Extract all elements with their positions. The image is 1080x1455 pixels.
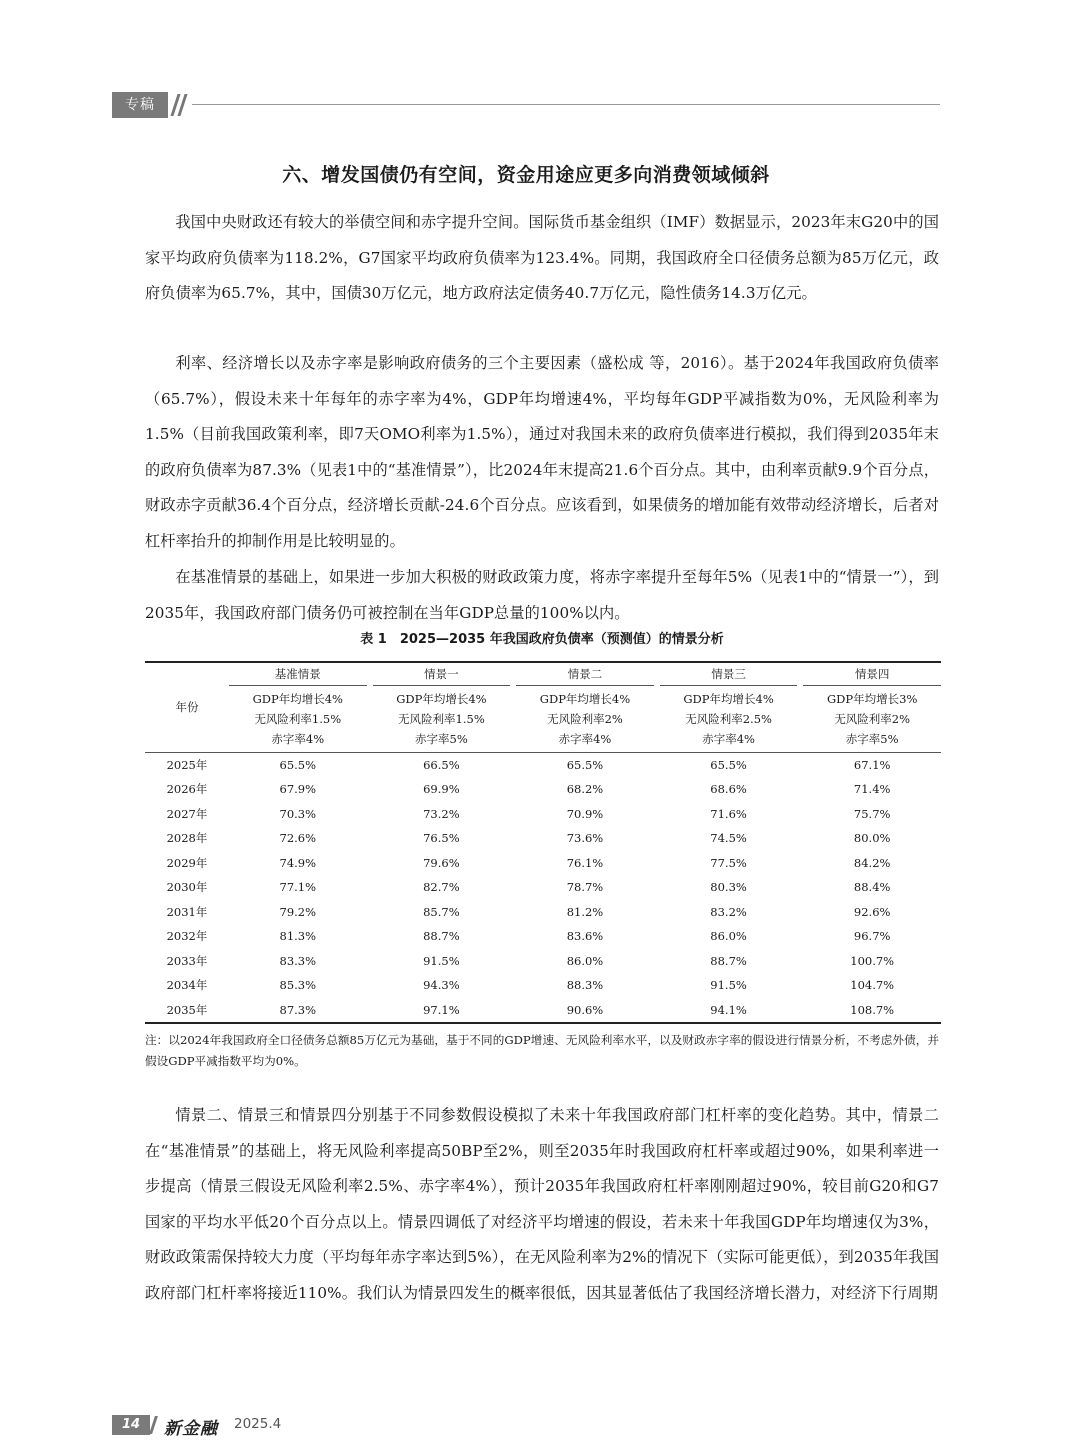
value-cell: 88.3% (566, 978, 604, 993)
table-row (145, 973, 941, 998)
debt-ratio-table (145, 661, 941, 1024)
value-cell: 74.9% (279, 855, 317, 870)
year-column-header: 年份 (145, 662, 229, 752)
table-row (145, 851, 941, 876)
footer-slash-decoration (149, 1416, 158, 1434)
page-number: 14 (112, 1415, 150, 1435)
year-cell: 2033年 (166, 953, 208, 968)
year-cell: 2031年 (166, 904, 208, 919)
scenario-header: 情景三 (660, 662, 798, 685)
value-cell: 85.3% (279, 978, 317, 993)
magazine-name: 新金融 (164, 1419, 218, 1439)
year-cell: 2026年 (166, 782, 208, 797)
value-cell: 80.3% (710, 880, 747, 895)
body-paragraph: 我国中央财政还有较大的举债空间和赤字提升空间。国际货币基金组织（IMF）数据显示，2023年末G20中的国家平均政府负债率为118.2%，G7国家平均政府负债率为123.4%。同期，我国政府全口径债务总额为85万亿元，政府负债率为65.7%，其中，国债30万亿元，地方政府法定债务40.7万亿元，隐性债务14.3万亿元。 (145, 213, 939, 302)
section-tag: 专稿 (112, 92, 168, 118)
table-row (145, 826, 941, 851)
scenario-header: 情景二 (516, 662, 654, 685)
value-cell: 79.2% (279, 904, 317, 919)
body-paragraph: 情景二、情景三和情景四分别基于不同参数假设模拟了未来十年我国政府部门杠杆率的变化趋势。其中，情景二在“基准情景”的基础上，将无风险利率提高50BP至2%，则至2035年时我国政府杠杆率或超过90%，如果利率进一步提高（情景三假设无风险利率2.5%、赤字率4%），预计2035年我国政府杠杆率刚刚超过90%，较目前G20和G7国家的平均水平低20个百分点以上。情景四调低了对经济平均增速的假设，若未来十年我国GDP年均增速仅为3%，财政政策需保持较大力度（平均每年赤字率达到5%），在无风险利率为2%的情况下（实际可能更低），到2035年我国政府部门杠杆率将接近110%。我们认为情景四发生的概率很低，因其显著低估了我国经济增长潜力，对经济下行周期 (145, 1106, 939, 1302)
value-cell: 76.1% (566, 855, 604, 870)
header-slash-decoration (170, 92, 192, 118)
value-cell: 88.7% (710, 953, 747, 968)
table-note: 注：以2024年我国政府全口径债务总额85万亿元为基础，基于不同的GDP增速、无风险利率水平，以及财政赤字率的假设进行情景分析，不考虑外债，并假设GDP平减指数平均为0%。 (145, 1033, 939, 1068)
table-row (145, 777, 941, 802)
header-rule (192, 104, 940, 105)
table-row (145, 802, 941, 827)
value-cell: 65.5% (279, 757, 317, 772)
value-cell: 71.6% (710, 806, 747, 821)
scenario-header: 情景四 (803, 662, 941, 685)
value-cell: 83.3% (279, 953, 317, 968)
value-cell: 68.2% (566, 782, 604, 797)
value-cell: 74.5% (710, 831, 747, 846)
scenario-params: GDP年均增长4% 无风险利率2.5% 赤字率4% (660, 685, 798, 752)
year-cell: 2032年 (166, 929, 208, 944)
value-cell: 91.5% (423, 953, 460, 968)
table-header-row (145, 662, 941, 685)
table-row (145, 900, 941, 925)
year-cell: 2035年 (145, 998, 229, 1024)
value-cell: 73.2% (423, 806, 460, 821)
value-cell: 66.5% (423, 757, 460, 772)
body-paragraph: 利率、经济增长以及赤字率是影响政府债务的三个主要因素（盛松成 等，2016）。基于2024年我国政府负债率（65.7%），假设未来十年每年的赤字率为4%，GDP年均增速4%，平均每年GDP平减指数为0%，无风险利率为1.5%（目前我国政策利率，即7天OMO利率为1.5%），通过对我国未来的政府负债率进行模拟，我们得到2035年末的政府负债率为87.3%（见表1中的“基准情景”），比2024年末提高21.6个百分点。其中，由利率贡献9.9个百分点，财政赤字贡献36.4个百分点，经济增长贡献-24.6个百分点。应该看到，如果债务的增加能有效带动经济增长，后者对杠杆率抬升的抑制作用是比较明显的。 (145, 354, 939, 550)
value-cell: 80.0% (853, 831, 891, 846)
scenario-params: GDP年均增长3% 无风险利率2% 赤字率5% (803, 685, 941, 752)
value-cell: 79.6% (423, 855, 460, 870)
value-cell: 65.5% (710, 757, 747, 772)
value-cell: 67.1% (853, 757, 891, 772)
page-header (112, 92, 940, 120)
table-title: 表 1 2025—2035 年我国政府负债率（预测值）的情景分析 (360, 632, 724, 647)
value-cell: 96.7% (853, 929, 891, 944)
value-cell: 87.3% (229, 998, 367, 1024)
body-paragraph: 在基准情景的基础上，如果进一步加大积极的财政政策力度，将赤字率提升至每年5%（见表1中的“情景一”），到2035年，我国政府部门债务仍可被控制在当年GDP总量的100%以内。 (145, 568, 939, 622)
year-cell: 2025年 (166, 757, 208, 772)
scenario-params: GDP年均增长4% 无风险利率1.5% 赤字率5% (373, 685, 511, 752)
year-cell: 2027年 (166, 806, 208, 821)
value-cell: 81.3% (279, 929, 317, 944)
value-cell: 90.6% (516, 998, 654, 1024)
value-cell: 97.1% (373, 998, 511, 1024)
year-cell: 2028年 (166, 831, 208, 846)
value-cell: 73.6% (566, 831, 604, 846)
year-cell: 2034年 (166, 978, 208, 993)
value-cell: 65.5% (566, 757, 604, 772)
year-cell: 2030年 (166, 880, 208, 895)
value-cell: 83.2% (710, 904, 747, 919)
value-cell: 84.2% (853, 855, 891, 870)
scenario-header: 基准情景 (229, 662, 367, 685)
scenario-params: GDP年均增长4% 无风险利率1.5% 赤字率4% (229, 685, 367, 752)
value-cell: 76.5% (423, 831, 460, 846)
scenario-params-row (145, 685, 941, 752)
table-row (145, 752, 941, 777)
table-row (145, 949, 941, 974)
scenario-header: 情景一 (373, 662, 511, 685)
issue-number: 2025.4 (234, 1416, 282, 1432)
value-cell: 100.7% (850, 953, 895, 968)
value-cell: 82.7% (423, 880, 460, 895)
value-cell: 68.6% (710, 782, 747, 797)
value-cell: 67.9% (279, 782, 317, 797)
value-cell: 91.5% (710, 978, 747, 993)
value-cell: 77.1% (279, 880, 317, 895)
value-cell: 86.0% (566, 953, 604, 968)
value-cell: 88.7% (423, 929, 460, 944)
value-cell: 92.6% (853, 904, 891, 919)
value-cell: 88.4% (853, 880, 891, 895)
value-cell: 94.3% (423, 978, 460, 993)
table-row (145, 998, 941, 1024)
value-cell: 94.1% (660, 998, 798, 1024)
value-cell: 78.7% (566, 880, 604, 895)
value-cell: 69.9% (423, 782, 460, 797)
value-cell: 77.5% (710, 855, 747, 870)
value-cell: 81.2% (566, 904, 604, 919)
value-cell: 85.7% (423, 904, 460, 919)
value-cell: 83.6% (566, 929, 604, 944)
value-cell: 86.0% (710, 929, 747, 944)
value-cell: 75.7% (853, 806, 891, 821)
table-row (145, 924, 941, 949)
scenario-params: GDP年均增长4% 无风险利率2% 赤字率4% (516, 685, 654, 752)
value-cell: 71.4% (853, 782, 891, 797)
value-cell: 72.6% (279, 831, 317, 846)
table-row (145, 875, 941, 900)
value-cell: 70.9% (566, 806, 604, 821)
section-title: 六、增发国债仍有空间，资金用途应更多向消费领域倾斜 (282, 164, 770, 186)
value-cell: 70.3% (279, 806, 317, 821)
value-cell: 104.7% (850, 978, 895, 993)
value-cell: 108.7% (803, 998, 941, 1024)
year-cell: 2029年 (166, 855, 208, 870)
